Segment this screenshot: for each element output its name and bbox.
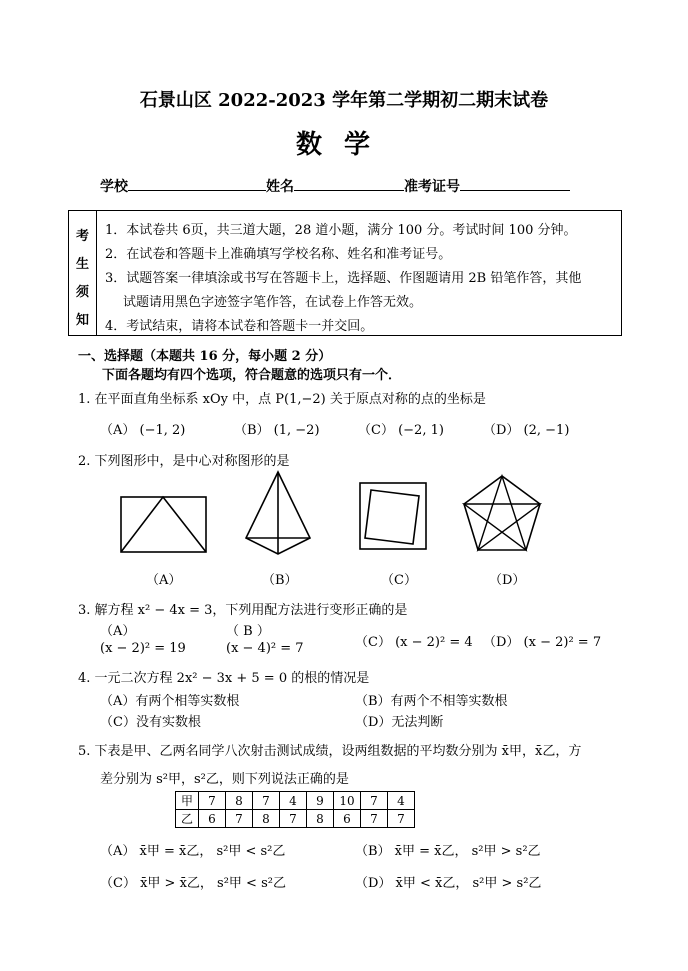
q3-option-b-expr: (x − 4)² = 7 [226,641,304,656]
table-cell: 7 [388,810,415,828]
section-heading: 一、选择题（本题共 16 分，每小题 2 分） [78,349,332,364]
id-label: 准考证号 [404,179,460,195]
exam-title: 石景山区 2022-2023 学年第二学期初二期末试卷 [139,90,549,111]
q4-option-b: （B）有两个不相等实数根 [355,694,508,709]
q5-option-c: （C） x̄甲 > x̄乙， s²甲 < s²乙 [100,876,286,891]
notice-item: 1．本试卷共 6页，共三道大题，28 道小题，满分 100 分。考试时间 100 分钟。 [105,223,577,238]
question-5-stem-line2: 差分别为 s²甲，s²乙，则下列说法正确的是 [100,772,349,787]
q3-option-a-expr: (x − 2)² = 19 [100,641,186,656]
table-row-header: 甲 [176,792,199,810]
q4-option-a: （A）有两个相等实数根 [100,694,240,709]
q5-option-b: （B） x̄甲 = x̄乙， s²甲 > s²乙 [355,844,541,859]
figure-pentagon-star [460,472,544,554]
q2-option-c: （C） [381,573,417,588]
notice-item: 2．在试卷和答题卡上准确填写学校名称、姓名和准考证号。 [105,247,452,262]
q3-option-d: （D） (x − 2)² = 7 [483,635,602,650]
q4-option-d: （D）无法判断 [355,715,444,730]
notice-label-char: 生 [76,257,90,272]
table-cell: 9 [307,792,334,810]
figure-rotated-squares [357,480,429,552]
school-label: 学校 [100,179,128,195]
notice-label [69,211,97,335]
id-blank [460,176,570,191]
table-row [176,792,415,810]
section-instruction: 下面各题均有四个选项，符合题意的选项只有一个． [102,368,402,383]
name-blank [294,176,404,191]
question-4-stem: 4. 一元二次方程 2x² − 3x + 5 = 0 的根的情况是 [78,671,370,686]
q4-option-c: （C）没有实数根 [100,715,201,730]
table-cell: 7 [199,792,226,810]
q1-option-a: （A） (−1, 2) [100,423,186,438]
table-cell: 8 [253,810,280,828]
notice-item: 试题请用黑色字迹签字笔作答，在试卷上作答无效。 [123,295,423,310]
question-1-stem: 1. 在平面直角坐标系 xOy 中，点 P(1,−2) 关于原点对称的点的坐标是 [78,392,486,407]
figure-triangular-pyramid [242,468,314,560]
table-cell: 8 [307,810,334,828]
notice-item: 3．试题答案一律填涂或书写在答题卡上，选择题、作图题请用 2B 铅笔作答，其他 [105,271,582,286]
table-row [176,810,415,828]
name-label: 姓名 [266,179,294,195]
notice-label-char: 考 [76,229,90,244]
table-cell: 6 [199,810,226,828]
school-blank [128,176,266,191]
q5-option-a: （A） x̄甲 = x̄乙， s²甲 < s²乙 [100,844,286,859]
q1-option-d: （D） (2, −1) [483,423,570,438]
table-cell: 7 [280,810,307,828]
question-2-stem: 2. 下列图形中，是中心对称图形的是 [78,454,290,469]
table-cell: 4 [388,792,415,810]
q5-option-d: （D） x̄甲 < x̄乙， s²甲 > s²乙 [355,876,542,891]
table-cell: 8 [226,792,253,810]
table-cell: 4 [280,792,307,810]
table-cell: 7 [253,792,280,810]
q1-option-b: （B） (1, −2) [234,423,320,438]
q2-option-b: （B） [262,573,298,588]
notice-label-char: 须 [76,285,90,300]
q3-option-b-label: （ B ） [226,624,270,639]
q1-option-c: （C） (−2, 1) [358,423,444,438]
question-5-stem-line1: 5. 下表是甲、乙两名同学八次射击测试成绩，设两组数据的平均数分别为 x̄甲，x̄乙，方 [78,744,582,759]
table-row-header: 乙 [176,810,199,828]
shooting-scores-table [175,791,415,828]
table-cell: 7 [361,810,388,828]
q3-option-a-label: （A） [100,624,136,639]
q2-option-a: （A） [146,573,182,588]
subject-title: 数学 [295,130,392,160]
table-cell: 7 [361,792,388,810]
table-cell: 10 [334,792,361,810]
table-cell: 6 [334,810,361,828]
table-cell: 7 [226,810,253,828]
question-3-stem: 3. 解方程 x² − 4x = 3，下列用配方法进行变形正确的是 [78,603,408,618]
q2-option-d: （D） [489,573,526,588]
figure-rectangle-triangle [118,494,210,556]
exam-notice-box [68,210,622,336]
notice-item: 4．考试结束，请将本试卷和答题卡一并交回。 [105,319,374,334]
student-info-fields [100,176,570,196]
notice-label-char: 知 [76,313,90,328]
q3-option-c: （C） (x − 2)² = 4 [355,635,473,650]
